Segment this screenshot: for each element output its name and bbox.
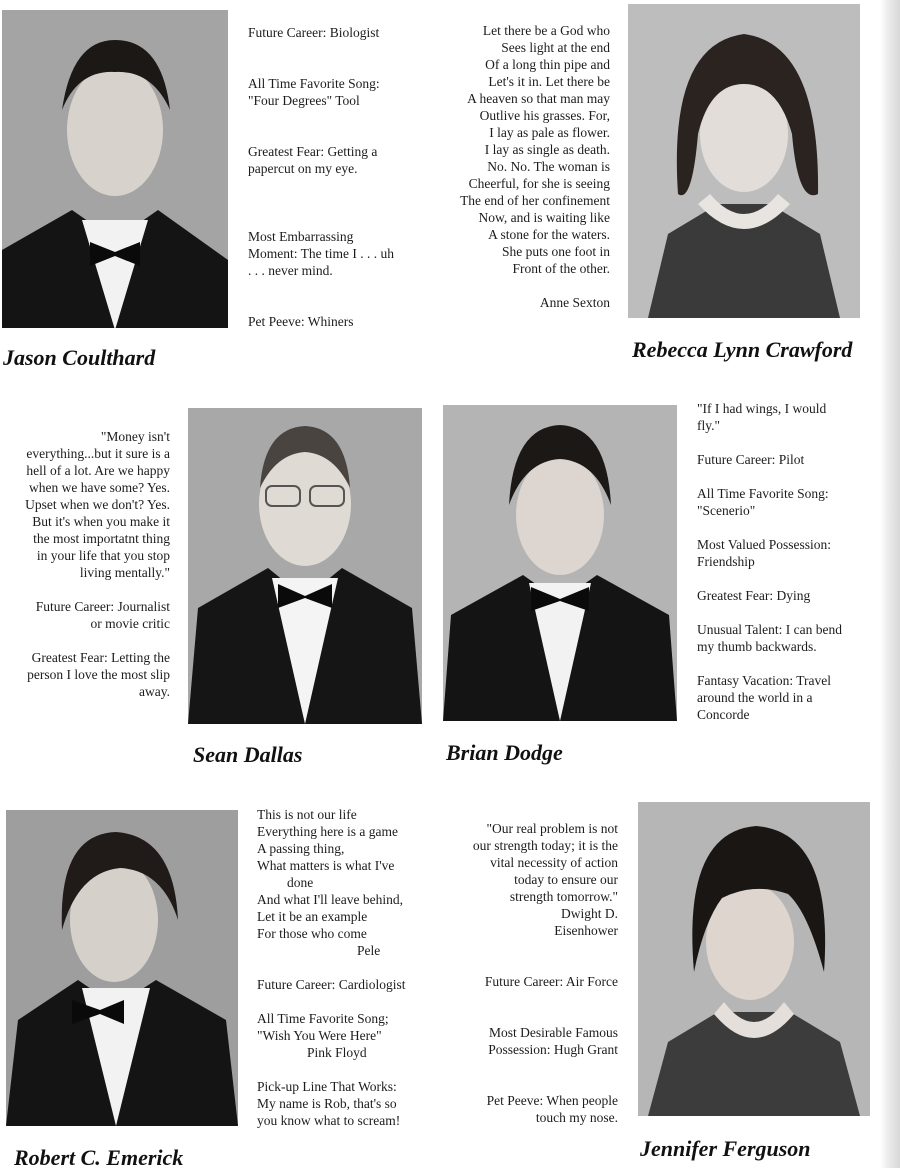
student-name-jason: Jason Coulthard — [3, 345, 156, 370]
portrait-photo-rebecca — [628, 4, 860, 318]
student-name-robert: Robert C. Emerick — [14, 1145, 184, 1170]
student-bio-rebecca: Let there be a God who Sees light at the end Of a long thin pipe and Let's it in. Let there be A heaven so that man may Outlive his grasses. For, I lay as pale as flower. I lay as single as death. No. No. The woman is Cheerful, for she is seeing The end of her confinement Now, and is waiting like A stone for the waters. She puts one foot in Front of the other. Anne Sexton — [460, 23, 610, 310]
portrait-photo-robert — [6, 810, 238, 1126]
student-bio-jennifer: "Our real problem is not our strength today; it is the vital necessity of action today to ensure our strength tomorrow." Dwight D. Eisenhower Future Career: Air Force Most Desirable Famous Possession: Hugh Grant Pet Peeve: When people touch my nose. — [472, 821, 618, 1125]
student-bio-jason: Future Career: Biologist All Time Favorite Song: "Four Degrees" Tool Greatest Fear: Getting a papercut on my eye. Most Embarrassing Moment: The time I . . . uh . . . never mind. Pet Peeve: Whiners — [248, 25, 394, 329]
student-bio-brian: "If I had wings, I would fly." Future Career: Pilot All Time Favorite Song: "Scenerio" Most Valued Possession: Friendship Greatest Fear: Dying Unusual Talent: I can bend my thumb backwards. Fantasy Vacation: Travel around the world in a Concorde — [697, 401, 843, 722]
student-name-rebecca: Rebecca Lynn Crawford — [632, 337, 853, 362]
student-name-jennifer: Jennifer Ferguson — [640, 1136, 811, 1161]
portrait-photo-jason — [2, 10, 228, 328]
portrait-photo-jennifer — [638, 802, 870, 1116]
page-binding-edge — [880, 0, 900, 1168]
student-name-sean: Sean Dallas — [193, 742, 303, 767]
portrait-photo-sean — [188, 408, 422, 724]
portrait-photo-brian — [443, 405, 677, 721]
student-bio-robert: This is not our life Everything here is a game A passing thing, What matters is what I've done And what I'll leave behind, Let it be an example For those who come Pele Future Career: Cardiologist All Time Favorite Song; "Wish You Were Here" Pink Floyd Pick-up Line That Works: My name is Rob, that's so you know what to scream! — [257, 807, 406, 1128]
student-bio-sean: "Money isn't everything...but it sure is a hell of a lot. Are we happy when we have some? Yes. Upset when we don't? Yes. But it's when you make it the most importatnt thing in your life that you stop living mentally." Future Career: Journalist or movie critic Greatest Fear: Letting the person I love the most slip away. — [25, 429, 170, 699]
student-name-brian: Brian Dodge — [446, 740, 563, 765]
